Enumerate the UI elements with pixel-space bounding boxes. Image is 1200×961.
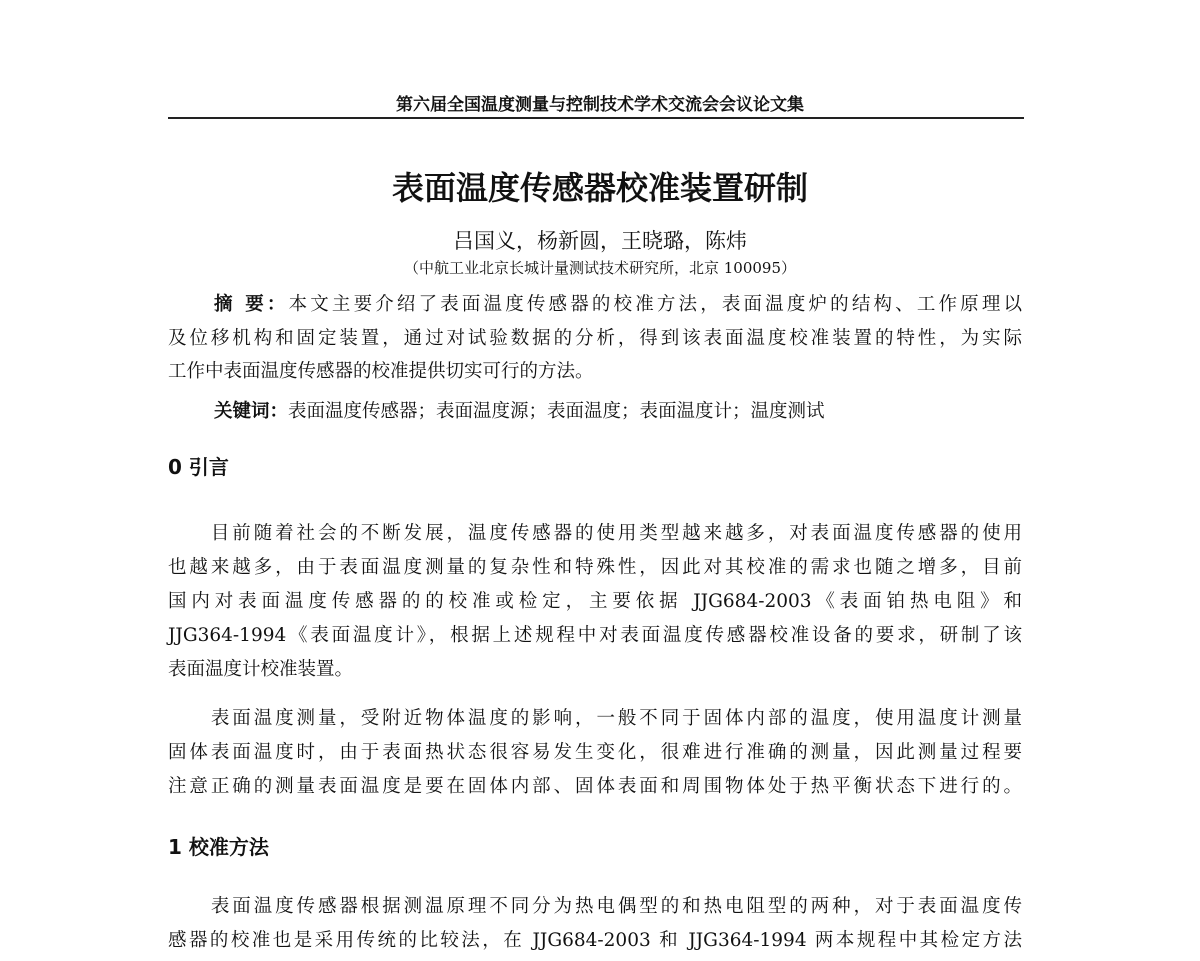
section-heading: 0 引言	[168, 455, 229, 479]
header-rule	[168, 117, 1024, 119]
abstract-line: 及位移机构和固定装置，通过对试验数据的分析，得到该表面温度校准装置的特性，为实际	[168, 328, 1022, 349]
paper-title: 表面温度传感器校准装置研制	[391, 169, 808, 207]
body-line: 目前随着社会的不断发展，温度传感器的使用类型越来越多，对表面温度传感器的使用	[168, 523, 1022, 544]
body-line: JJG364-1994《表面温度计》，根据上述规程中对表面温度传感器校准设备的要求，研制了该	[168, 625, 1022, 646]
body-line: 注意正确的测量表面温度是要在固体内部、固体表面和周围物体处于热平衡状态下进行的。	[168, 776, 1022, 797]
abstract-text: 本文主要介绍了表面温度传感器的校准方法，表面温度炉的结构、工作原理以	[288, 294, 1022, 315]
body-line: 也越来越多，由于表面温度测量的复杂性和特殊性，因此对其校准的需求也随之增多，目前	[168, 557, 1022, 578]
body-line: 固体表面温度时，由于表面热状态很容易发生变化，很难进行准确的测量，因此测量过程要	[168, 742, 1022, 763]
running-header: 第六届全国温度测量与控制技术学术交流会会议论文集	[396, 95, 804, 115]
body-line: 国内对表面温度传感器的的校准或检定，主要依据 JJG684-2003《表面铂热电阻》和	[168, 591, 1022, 612]
authors: 吕国义，杨新圆，王晓璐，陈炜	[453, 229, 747, 253]
abstract-label: 摘 要：	[214, 294, 289, 315]
affiliation: （中航工业北京长城计量测试技术研究所，北京 100095）	[403, 259, 797, 277]
keywords-line	[168, 397, 1022, 423]
body-line: 表面温度测量，受附近物体温度的影响，一般不同于固体内部的温度，使用温度计测量	[168, 708, 1022, 729]
body-line: 表面温度计校准装置。	[168, 659, 354, 680]
section-heading: 1 校准方法	[168, 835, 269, 859]
keywords-text: 表面温度传感器；表面温度源；表面温度；表面温度计；温度测试	[288, 401, 825, 422]
abstract-line	[168, 290, 1022, 316]
body-line: 表面温度传感器根据测温原理不同分为热电偶型的和热电阻型的两种，对于表面温度传	[168, 896, 1022, 917]
body-line: 感器的校准也是采用传统的比较法，在 JJG684-2003 和 JJG364-1994 两本规程中其检定方法	[168, 930, 1022, 951]
keywords-label: 关键词：	[214, 401, 289, 422]
abstract-line: 工作中表面温度传感器的校准提供切实可行的方法。	[168, 361, 594, 382]
